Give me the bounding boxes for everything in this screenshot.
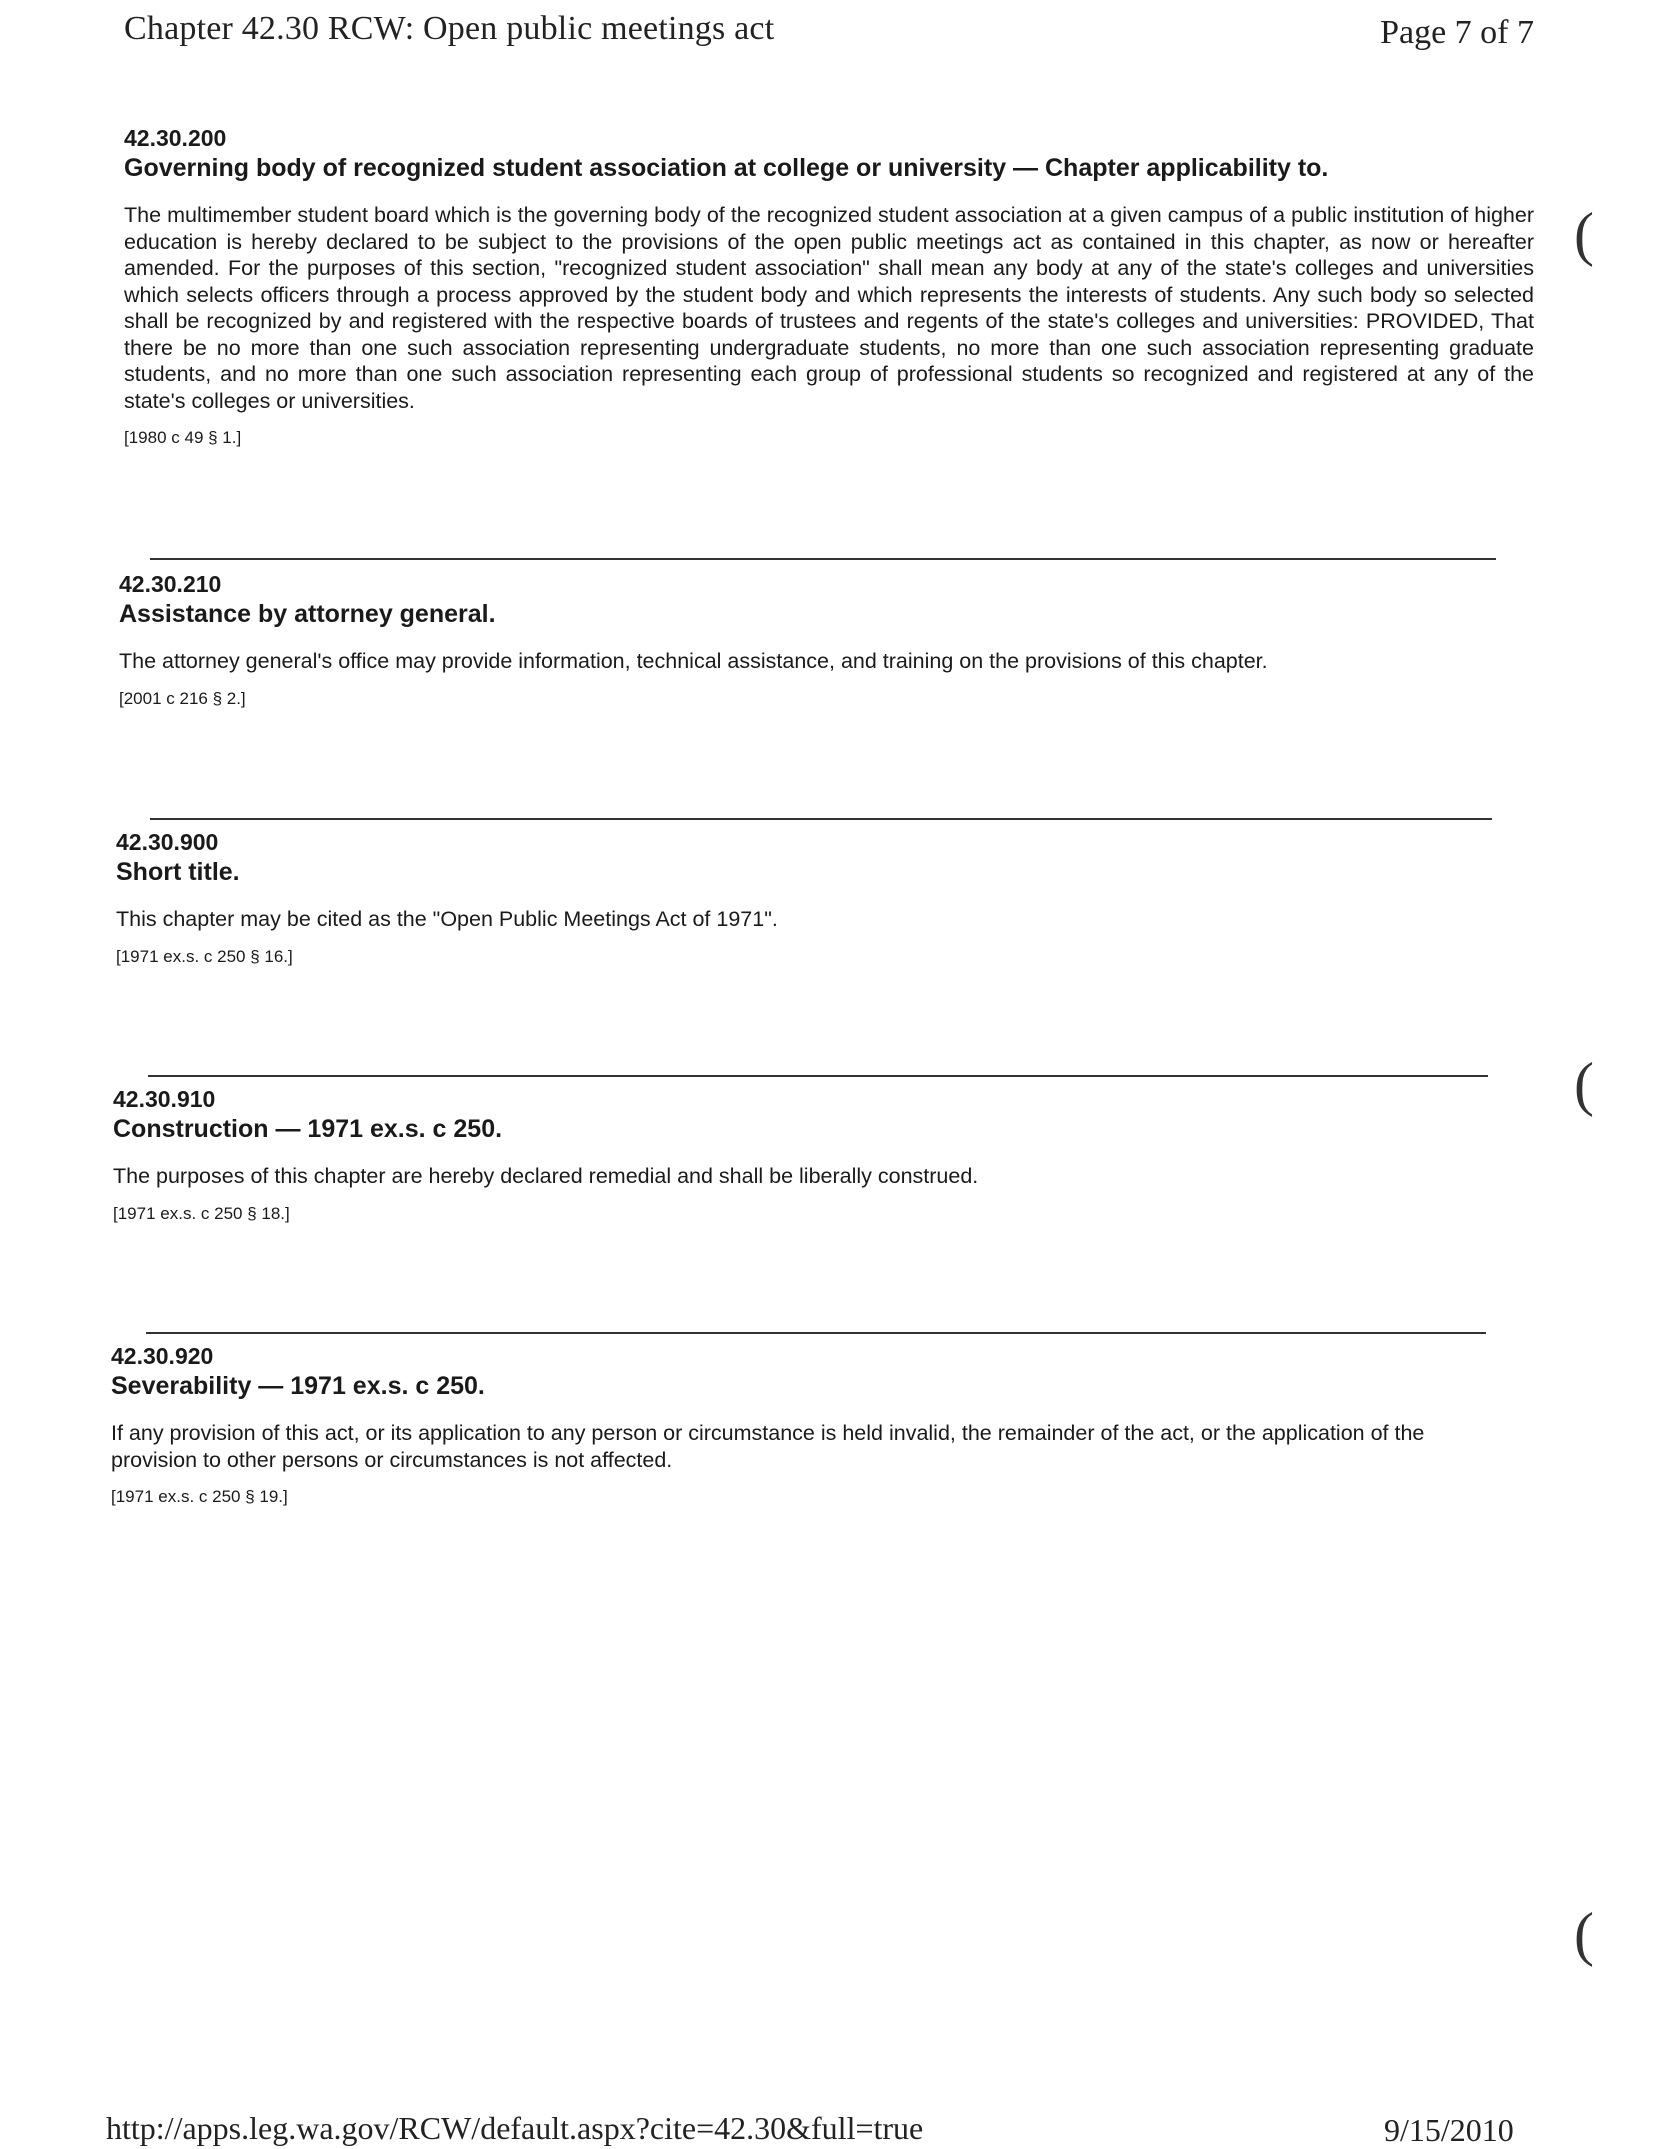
page-number: Page 7 of 7 xyxy=(1380,14,1534,51)
section-title: Construction — 1971 ex.s. c 250. xyxy=(113,1115,503,1143)
section-42-30-900 xyxy=(0,828,1664,967)
section-divider xyxy=(146,1332,1486,1334)
section-body: This chapter may be cited as the "Open Public Meetings Act of 1971". xyxy=(116,907,778,931)
section-body: The purposes of this chapter are hereby declared remedial and shall be liberally construed. xyxy=(113,1164,979,1188)
section-divider xyxy=(148,1075,1488,1077)
section-citation: [2001 c 216 § 2.] xyxy=(119,688,246,708)
margin-mark: ( xyxy=(1574,1051,1594,1117)
page-header-title: Chapter 42.30 RCW: Open public meetings act xyxy=(124,10,775,47)
section-body: The attorney general's office may provide information, technical assistance, and training on the provisions of this chapter. xyxy=(119,649,1268,673)
section-42-30-210 xyxy=(0,570,1664,709)
section-citation: [1971 ex.s. c 250 § 16.] xyxy=(116,946,293,966)
section-citation: [1971 ex.s. c 250 § 19.] xyxy=(111,1487,288,1506)
page-footer-url: http://apps.leg.wa.gov/RCW/default.aspx?cite=42.30&full=true xyxy=(106,2110,924,2146)
section-title: Assistance by attorney general. xyxy=(119,600,496,628)
section-body: The multimember student board which is the governing body of the recognized student association at a given campus of a public institution of higher education is hereby declared to be subject to the provisions of the open public meetings act as contained in this chapter, as now or hereafter amended. For the purposes of this section, "recognized student association" shall mean any body at any of the state's colleges and universities which selects officers through a process approved by the student body and which represents the interests of students. Any such body so selected shall be recognized by and registered with the respective boards of trustees and regents of the state's colleges and universities: PROVIDED, That there be no more than one such association representing undergraduate students, no more than one such association representing graduate students, and no more than one such association representing each group of professional students so recognized and registered at any of the state's colleges or universities. xyxy=(124,203,1534,413)
section-title: Short title. xyxy=(116,858,240,886)
section-title: Severability — 1971 ex.s. c 250. xyxy=(111,1372,485,1400)
margin-mark: ( xyxy=(1574,1901,1594,1967)
margin-mark: ( xyxy=(1574,201,1594,267)
section-body: If any provision of this act, or its application to any person or circumstance is held invalid, the remainder of the act, or the application of the provision to other persons or circumstances is not affected. xyxy=(111,1421,1425,1472)
section-number: 42.30.200 xyxy=(124,125,227,151)
section-divider xyxy=(150,818,1492,820)
section-42-30-920 xyxy=(0,1342,1664,1507)
section-number: 42.30.910 xyxy=(113,1086,216,1112)
section-number: 42.30.900 xyxy=(116,829,219,855)
section-divider xyxy=(150,558,1496,560)
section-number: 42.30.920 xyxy=(111,1343,214,1369)
section-42-30-200 xyxy=(0,124,1664,448)
page-footer-date: 9/15/2010 xyxy=(1384,2112,1514,2148)
section-42-30-910 xyxy=(0,1085,1664,1224)
section-title: Governing body of recognized student association at college or university — Chapter applicability to. xyxy=(124,154,1329,182)
section-citation: [1971 ex.s. c 250 § 18.] xyxy=(113,1203,290,1223)
section-citation: [1980 c 49 § 1.] xyxy=(124,428,242,447)
section-number: 42.30.210 xyxy=(119,571,222,597)
